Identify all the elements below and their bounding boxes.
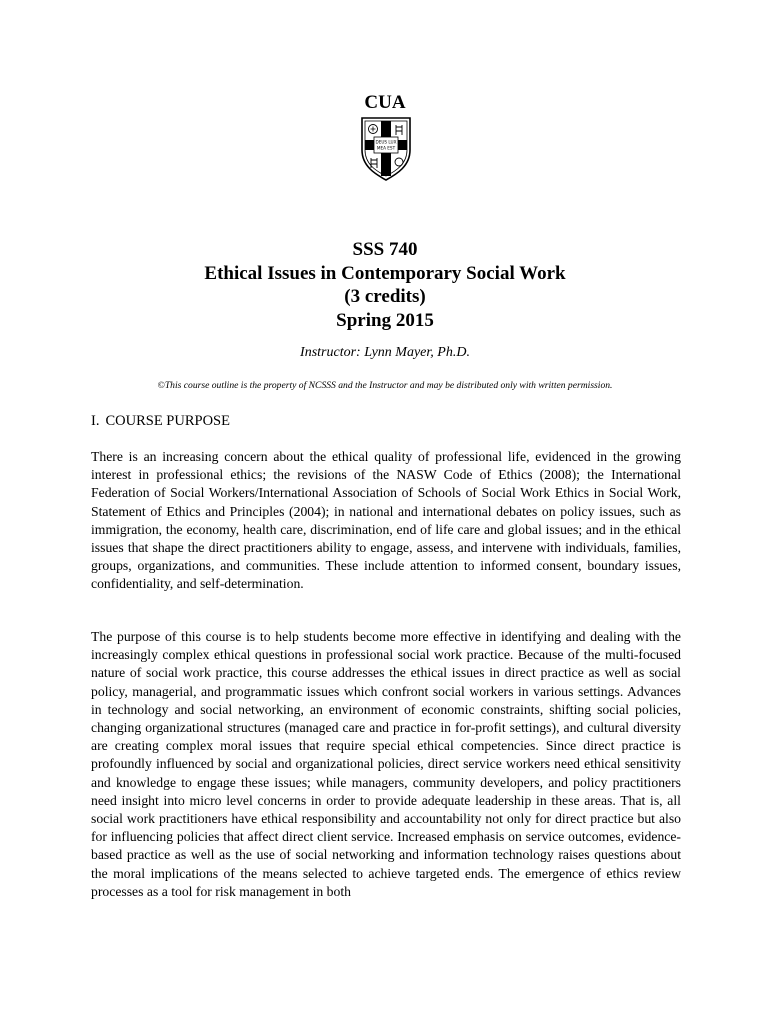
course-purpose-paragraph-2: The purpose of this course is to help students become more effective in identifying and dealing with the increasingly complex ethical questions in professional social work practice. Because of the multi-focused nature of social work practice, this course addresses the ethical issues in direct practice as well as social policy, managerial, and programmatic issues which confront social workers in various settings. Advances in technology and social networking, an environment of economic constraints, shifting social policies, changing organizational structures (managed care and practice in for-profit settings), and cultural diversity are creating complex moral issues that require special ethical competencies. Since direct practice is profoundly influenced by social and organizational policies, direct service workers need ethical sensitivity and knowledge to engage these issues; while managers, community developers, and policy practitioners need insight into micro level concerns in order to provide adequate leadership in these areas. That is, all social work practitioners have ethical responsibility and accountability not only for direct practice but also for influencing policies that affect direct client service. Increased emphasis on service outcomes, evidence-based practice as well as the use of social networking and information technology raises questions about the moral implications of the means selected to achieve targeted ends. The emergence of ethics review processes as a tool for risk management in both xyxy=(91,629,681,899)
section-title: COURSE PURPOSE xyxy=(105,413,230,429)
course-title-block xyxy=(0,238,770,332)
institution-abbreviation: CUA xyxy=(364,92,406,113)
section-number: I. xyxy=(91,413,100,429)
course-code: SSS 740 xyxy=(352,239,418,260)
course-term: Spring 2015 xyxy=(336,309,434,331)
instructor-line: Instructor: Lynn Mayer, Ph.D. xyxy=(300,345,470,360)
university-crest-icon xyxy=(359,116,413,182)
course-credits: (3 credits) xyxy=(344,286,426,307)
crest-motto-line1: DEUS LUX xyxy=(375,139,397,145)
copyright-notice: ©This course outline is the property of NCSSS and the Instructor and may be distributed only with written permission. xyxy=(157,380,613,391)
crest-motto-line2: MEA EST xyxy=(376,145,396,151)
section-heading xyxy=(91,413,230,430)
course-purpose-paragraph-1: There is an increasing concern about the ethical quality of professional life, evidenced in the growing interest in professional ethics; the revisions of the NASW Code of Ethics (2008); the International Federation of Social Workers/International Association of Schools of Social Work Ethics in Social Work, Statement of Ethics and Principles (2004); in national and international debates on policy issues, such as immigration, the economy, health care, discrimination, end of life care and global issues; and in the ethical issues that shape the direct practitioners ability to engage, assess, and intervene with individuals, families, groups, organizations, and communities. These include attention to informed consent, boundary issues, confidentiality, and self-determination. xyxy=(91,449,681,592)
course-title: Ethical Issues in Contemporary Social Work xyxy=(204,262,566,284)
